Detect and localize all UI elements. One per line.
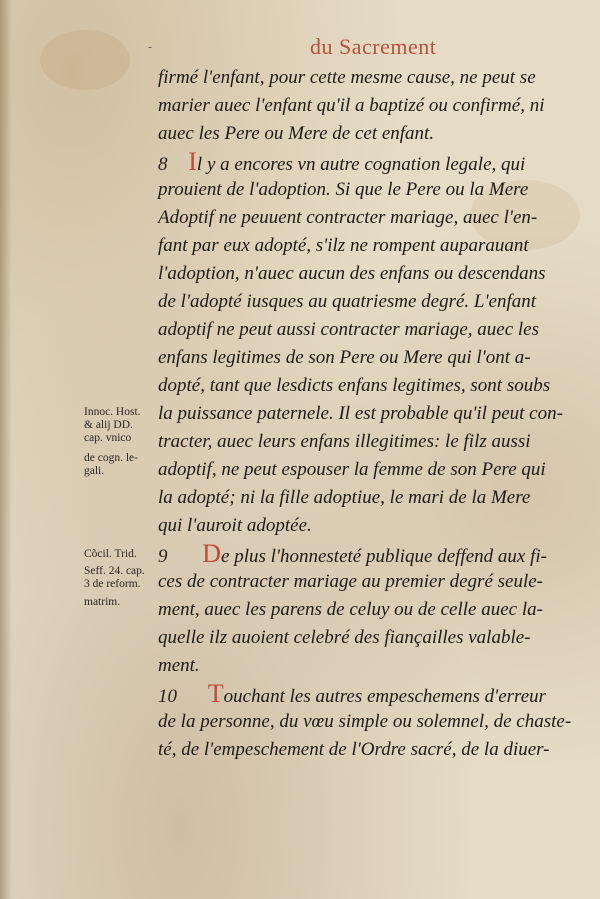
margin-note-line: cap. vnico [84,432,132,444]
text-line: de l'adopté iusques au quatriesme degré. L'enfant [158,291,537,312]
running-header: du Sacrement [310,34,437,59]
margin-note-line: Seff. 24. cap. [84,565,145,577]
text-line: l y a encores vn autre cognation legale, qui [196,154,526,175]
drop-cap: T [207,679,224,708]
text-line: auec les Pere ou Mere de cet enfant. [158,123,435,144]
margin-note-line: gali. [84,465,105,477]
margin-note-line: matrim. [84,596,121,608]
paragraph-number: 8 [158,154,168,175]
text-line: qui l'auroit adoptée. [158,515,312,536]
text-line: fant par eux adopté, s'ilz ne rompent auparauant [158,235,529,256]
text-line: firmé l'enfant, pour cette mesme cause, ne peut se [158,67,536,88]
page-edge-shadow [0,0,12,899]
text-line: prouient de l'adoption. Si que le Pere ou la Mere [158,179,529,200]
text-line: adoptif, ne peut espouser la femme de son Pere qui [158,459,546,480]
text-line: Adoptif ne peuuent contracter mariage, auec l'en- [158,207,538,228]
paragraph-10-first-line [158,679,547,709]
margin-note-line: de cogn. le- [84,452,138,464]
text-line: ment. [158,655,200,676]
drop-cap: I [188,147,197,176]
margin-note-line: & alij DD. [84,419,133,431]
header-mark: - [148,40,153,54]
text-line: la puissance paternele. Il est probable qu'il peut con- [158,403,563,424]
paragraph-8-first-line [158,147,526,177]
margin-note-line: Innoc. Host. [84,406,141,418]
drop-cap: D [202,539,222,568]
margin-note-line: 3 de reform. [84,578,141,590]
paragraph-number: 9 [158,546,168,567]
text-line: enfans legitimes de son Pere ou Mere qui l'ont a- [158,347,531,368]
text-line: tracter, auec leurs enfans illegitimes: le filz aussi [158,431,531,452]
text-line: dopté, tant que lesdicts enfans legitimes, sont soubs [158,375,551,396]
text-line: marier auec l'enfant qu'il a baptizé ou confirmé, ni [158,95,545,116]
text-line: quelle ilz auoient celebré des fiançailles valable- [158,627,531,648]
margin-note-line: Cõcil. Trid. [84,548,137,560]
text-line: adoptif ne peut aussi contracter mariage, auec les [158,319,539,340]
paragraph-9-first-line [158,539,547,569]
paragraph-number: 10 [158,686,177,707]
text-line: ouchant les autres empeschemens d'erreur [223,686,547,707]
text-line: de la personne, du vœu simple ou solemnel, de chaste- [158,711,572,732]
paper-stain [40,30,130,90]
text-line: la adopté; ni la fille adoptiue, le mari de la Mere [158,487,531,508]
text-line: ces de contracter mariage au premier degré seule- [158,571,543,592]
text-line: l'adoption, n'auec aucun des enfans ou descendans [158,263,546,284]
text-line: té, de l'empeschement de l'Ordre sacré, de la diuer- [158,739,550,760]
text-line: ment, auec les parens de celuy ou de celle auec la- [158,599,543,620]
text-line: e plus l'honnesteté publique deffend aux fi- [221,546,547,567]
